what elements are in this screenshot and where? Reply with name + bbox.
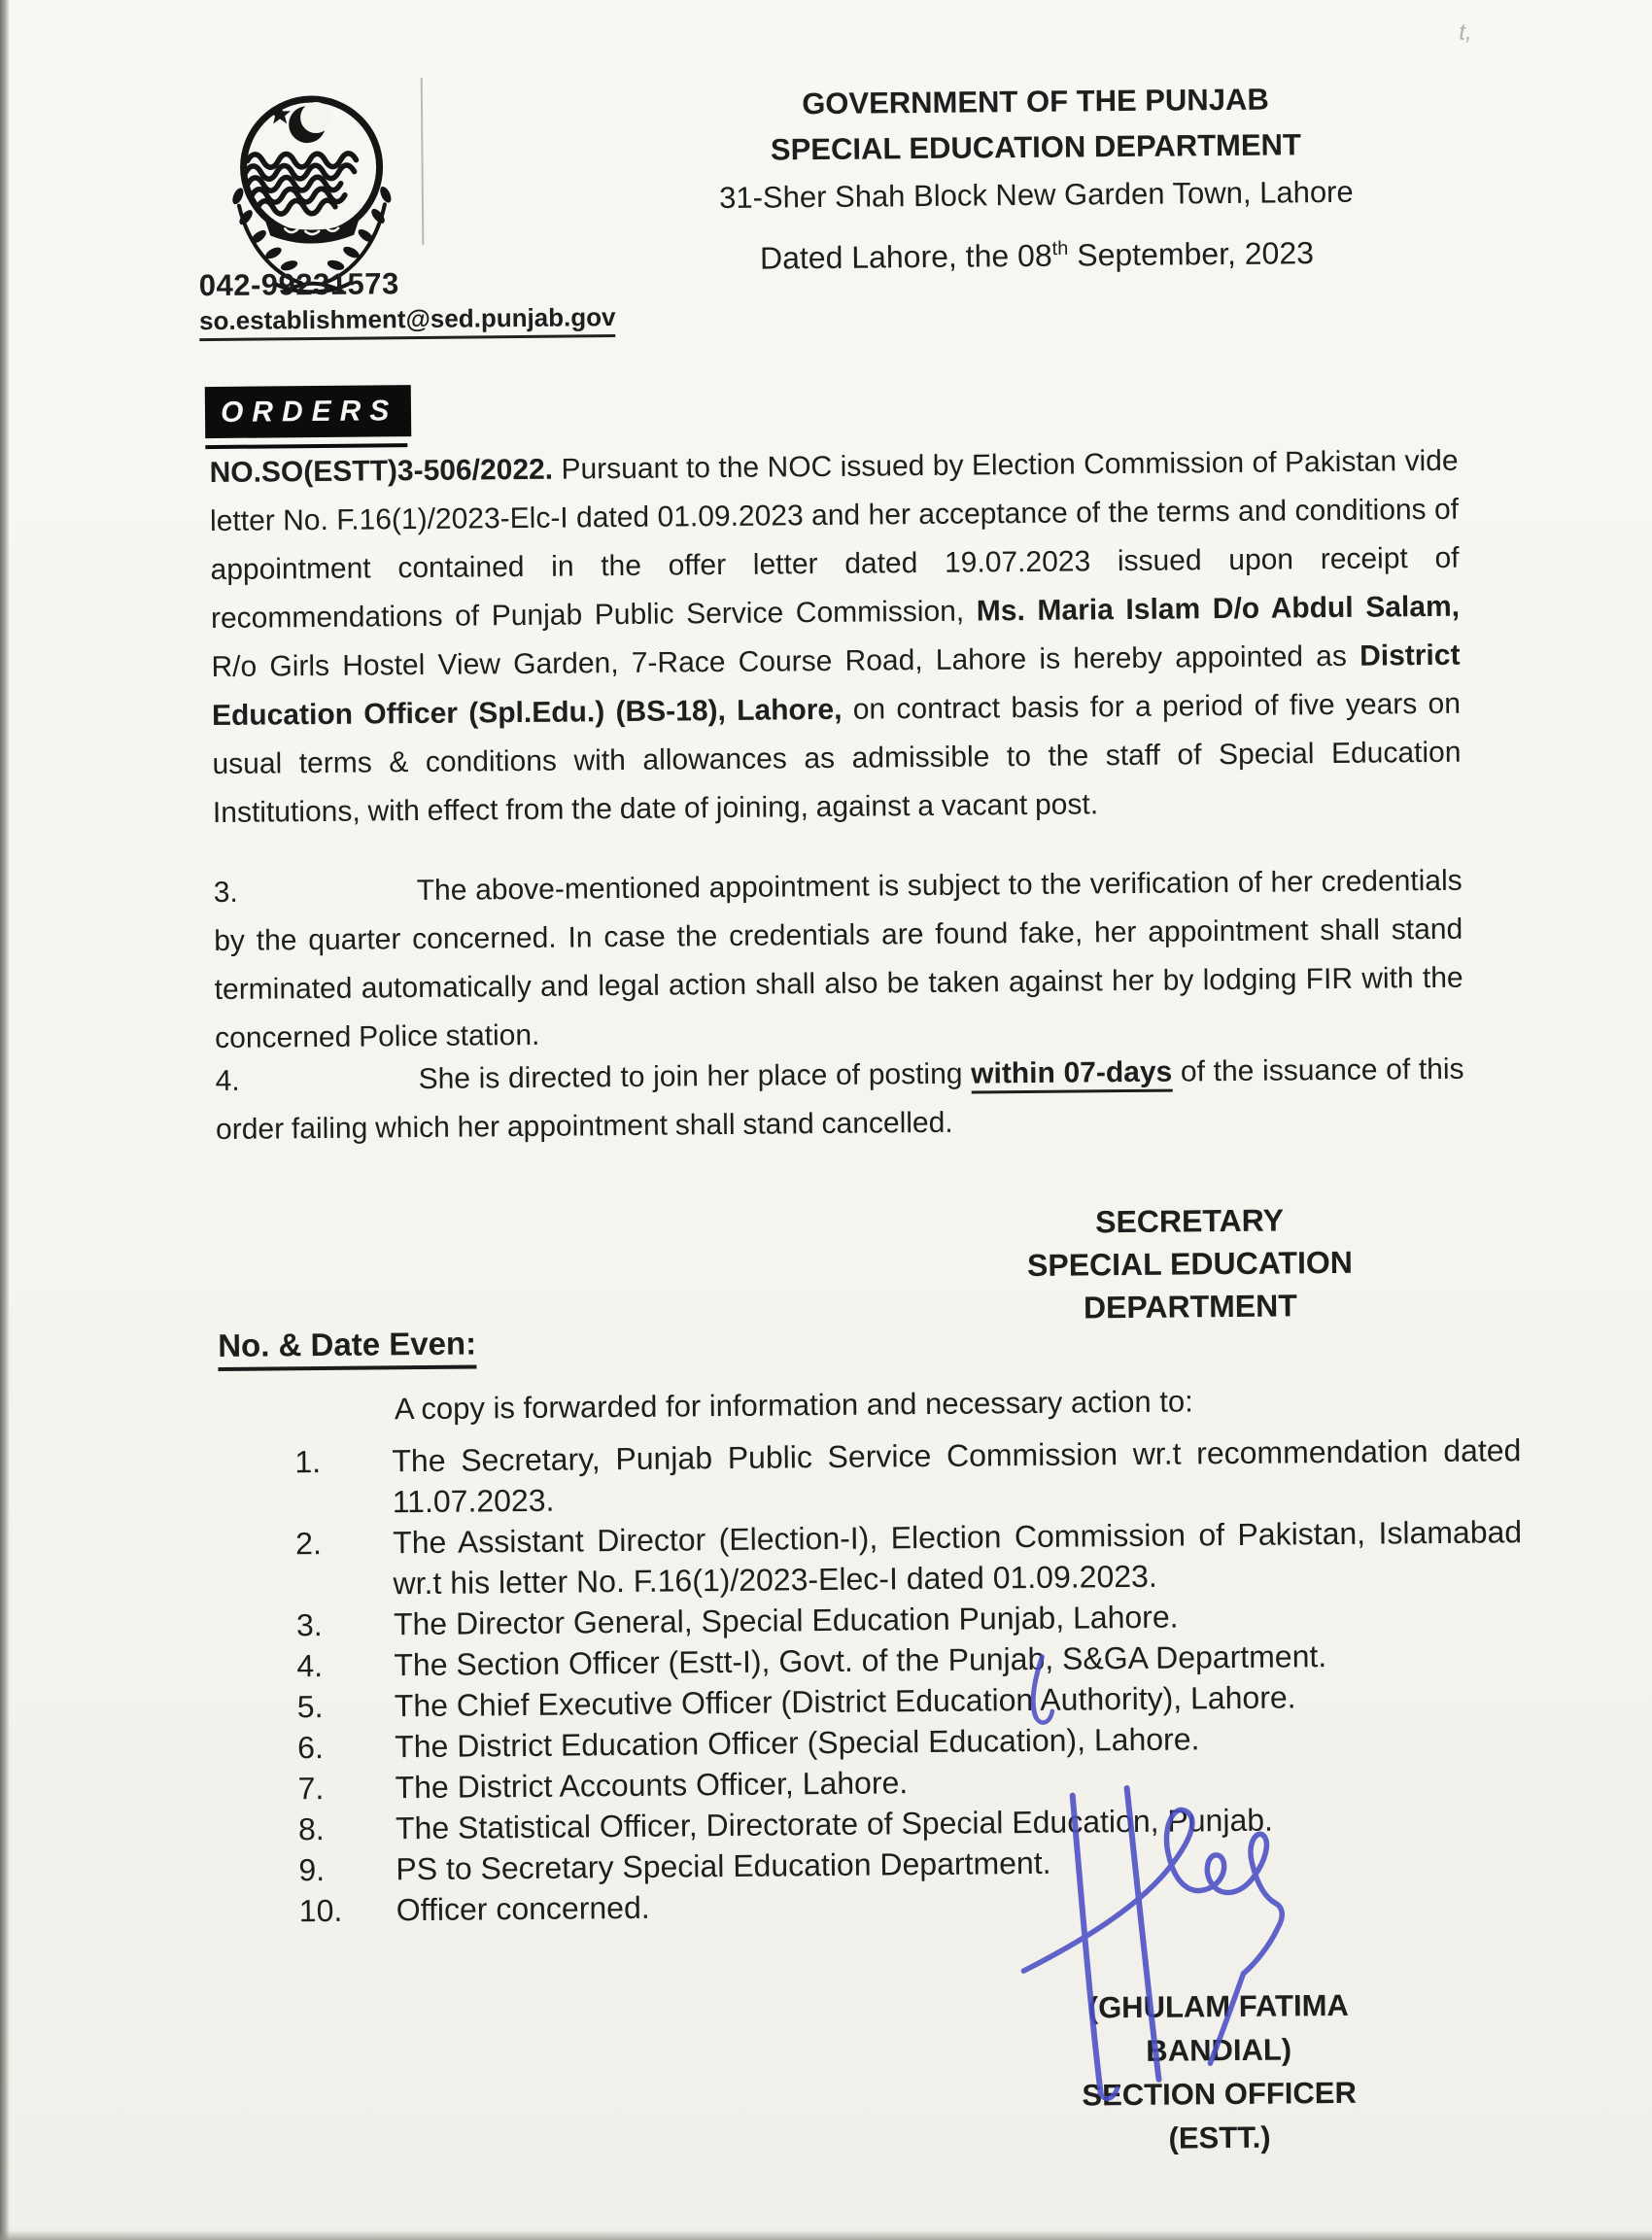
list-item-text: The Assistant Director (Election-I), Election Commission of Pakistan, Islamabad wr.t his letter No. F.16(1)/2023-Elec-I dated 01.09.2023. (393, 1514, 1523, 1602)
list-item-number: 7. (297, 1770, 325, 1807)
date-ordinal-superscript: th (1051, 237, 1069, 260)
org-address: 31-Sher Shah Block New Garden Town, Lahore (718, 174, 1354, 216)
signatory-title-line1: SECRETARY (1094, 1202, 1285, 1240)
post-designation: District Education Officer (Spl.Edu.) (BS-18), Lahore, (211, 638, 1461, 733)
org-name-line2: SPECIAL EDUCATION DEPARTMENT (770, 127, 1302, 167)
list-item-text: The Section Officer (Estt-I), Govt. of the Punjab, S&GA Department. (394, 1638, 1327, 1683)
paragraph-4: 4. She is directed to join her place of posting within 07-days of the issuance of this order failing which her appointment shall stand cancelled. (215, 1052, 1464, 1147)
order-paragraph: NO.SO(ESTT)3-506/2022. Pursuant to the NOC issued by Election Commission of Pakistan vide letter No. F.16(1)/2023-Elc-I dated 01.09.2023 and her acceptance of the terms and conditions of appointment contained in the offer letter dated 19.07.2023 issued upon receipt of recommendations of Punjab Public Service Commission, Ms. Maria Islam D/o Abdul Salam, R/o Girls Hostel View Garden, 7-Race Course Road, Lahore is hereby appointed as District Education Officer (Spl.Edu.) (BS-18), Lahore, on contract basis for a period of five years on usual terms & conditions with allowances as admissible to the staff of Special Education Institutions, with effect from the date of joining, against a vacant post. (209, 444, 1462, 830)
forwarding-line: A copy is forwarded for information and necessary action to: (394, 1384, 1193, 1427)
order-reference-number: NO.SO(ESTT)3-506/2022. (209, 453, 554, 490)
list-item-number: 2. (295, 1526, 323, 1562)
org-name-line1: GOVERNMENT OF THE PUNJAB (802, 82, 1269, 121)
signatory-title-line3: DEPARTMENT (1083, 1288, 1297, 1326)
signatory-title-line2: SPECIAL EDUCATION (1026, 1244, 1354, 1284)
list-item-number: 4. (296, 1647, 324, 1684)
letter-date: Dated Lahore, the 08th September, 2023 (759, 235, 1315, 276)
signer-title: SECTION OFFICER (ESTT.) (1082, 2075, 1358, 2155)
paragraph-4-number: 4. (215, 1064, 240, 1098)
distribution-list-item (295, 1511, 1523, 1604)
list-item-text: The District Education Officer (Special Education), Lahore. (395, 1721, 1200, 1765)
list-item-number: 8. (297, 1810, 325, 1847)
list-item-number: 9. (298, 1851, 326, 1888)
signer-name: (GHULAM FATIMA BANDIAL) (1087, 1987, 1349, 2068)
appointee-name: Ms. Maria Islam D/o Abdul Salam, (976, 590, 1461, 628)
list-item-text: The Secretary, Punjab Public Service Commission wr.t recommendation dated 11.07.2023. (392, 1432, 1522, 1520)
list-item-text: PS to Secretary Special Education Department. (396, 1844, 1051, 1887)
list-item-text: The Director General, Special Education Punjab, Lahore. (393, 1599, 1179, 1642)
distribution-list (294, 1430, 1526, 1931)
distribution-list-item (294, 1430, 1522, 1523)
handwritten-signature-icon (991, 1642, 1326, 2112)
list-item-number: 1. (294, 1444, 322, 1480)
list-item-text: Officer concerned. (396, 1889, 650, 1928)
letterhead (581, 75, 1492, 278)
list-item-text: The District Accounts Officer, Lahore. (395, 1765, 909, 1806)
list-item-text: The Chief Executive Officer (District Education Authority), Lahore. (394, 1679, 1296, 1724)
paper-fold-line (421, 78, 425, 245)
list-item-number: 10. (298, 1892, 343, 1929)
phone-number: 042-99231573 (198, 266, 399, 303)
list-item-number: 3. (295, 1607, 323, 1643)
list-item-number: 5. (296, 1688, 324, 1725)
paragraph-3-number: 3. (213, 876, 238, 910)
list-item-number: 6. (297, 1729, 325, 1766)
paragraph-3: 3. The above-mentioned appointment is subject to the verification of her credentials by the quarter concerned. In case the credentials are found fake, her appointment shall stand terminated automatically and legal action shall also be taken against her by lodging FIR with the concerned Police station. (213, 864, 1463, 1055)
joining-deadline: within 07-days (971, 1056, 1172, 1094)
scan-corner-mark: t, (1459, 18, 1472, 46)
list-item-text: The Statistical Officer, Directorate of Special Education, Punjab. (395, 1802, 1274, 1846)
email-address: so.establishment@sed.punjab.gov (199, 302, 616, 341)
reference-number-label: No. & Date Even: (218, 1325, 476, 1371)
signatory-block (1014, 1198, 1366, 1329)
orders-heading: ORDERS (205, 385, 412, 438)
